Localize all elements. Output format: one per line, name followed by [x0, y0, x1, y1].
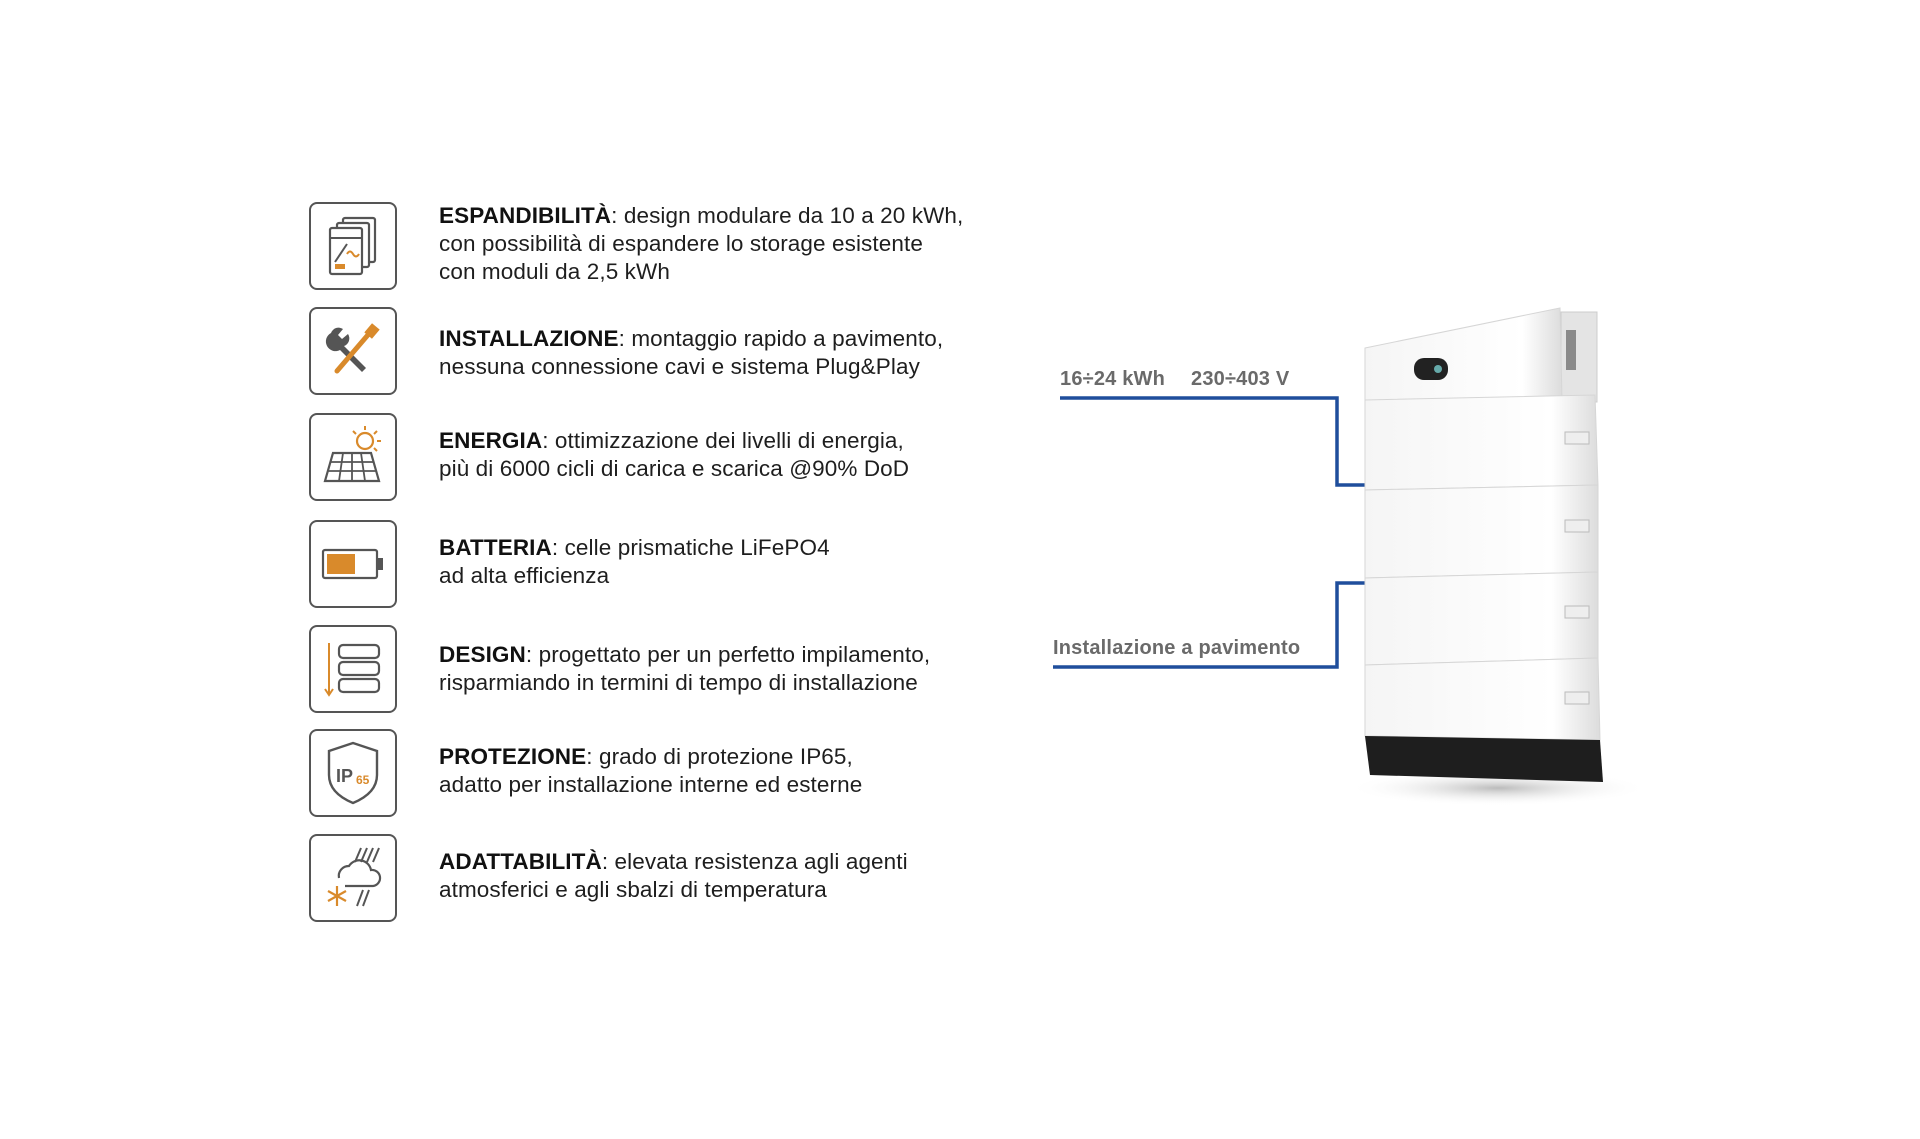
modular-stack-icon: [309, 202, 397, 290]
battery-module: [1365, 395, 1598, 490]
feature-protezione: [309, 729, 1029, 824]
ip65-shield-icon: [309, 729, 397, 817]
feature-text: ad alta efficienza: [439, 563, 610, 588]
ip-rating: 65: [356, 773, 370, 787]
feature-espandibilita: [309, 202, 1029, 297]
feature-title: DESIGN: [439, 642, 526, 667]
feature-text: con moduli da 2,5 kWh: [439, 259, 670, 284]
feature-text: adatto per installazione interne ed esterne: [439, 772, 863, 797]
tools-icon: [309, 307, 397, 395]
feature-title: ENERGIA: [439, 428, 543, 453]
battery-icon: [309, 520, 397, 608]
feature-installazione: [309, 307, 1029, 402]
solar-panel-sun-icon: [309, 413, 397, 501]
feature-text: atmosferici e agli sbalzi di temperatura: [439, 877, 827, 902]
feature-text: : progettato per un perfetto impilamento,: [525, 642, 931, 667]
feature-text: : ottimizzazione dei livelli di energia,: [542, 428, 904, 453]
feature-design: [309, 625, 1029, 720]
feature-energia: [309, 413, 1029, 508]
feature-text: con possibilità di espandere lo storage esistente: [439, 231, 923, 256]
feature-title: ESPANDIBILITÀ: [439, 203, 612, 228]
feature-text: : montaggio rapido a pavimento,: [618, 326, 944, 351]
battery-module: [1365, 572, 1598, 665]
feature-text: nessuna connessione cavi e sistema Plug&Play: [439, 354, 920, 379]
feature-text: : design modulare da 10 a 20 kWh,: [611, 203, 964, 228]
feature-title: ADATTABILITÀ: [439, 849, 602, 874]
stacked-modules-icon: [309, 625, 397, 713]
battery-module: [1365, 658, 1600, 740]
feature-text: : elevata resistenza agli agenti: [601, 849, 908, 874]
installation-label: Installazione a pavimento: [1053, 637, 1301, 659]
feature-text: più di 6000 cicli di carica e scarica @90% DoD: [439, 456, 910, 481]
ip-label: IP: [336, 766, 354, 786]
voltage-label: 230÷403 V: [1191, 368, 1290, 390]
battery-base: [1365, 736, 1603, 782]
feature-text: : grado di protezione IP65,: [586, 744, 853, 769]
battery-stack-image: [1320, 300, 1660, 820]
feature-text: risparmiando in termini di tempo di installazione: [439, 670, 918, 695]
feature-title: PROTEZIONE: [439, 744, 587, 769]
capacity-label: 16÷24 kWh: [1060, 368, 1166, 390]
feature-title: BATTERIA: [439, 535, 552, 560]
feature-adattabilita: [309, 834, 1029, 929]
battery-module: [1365, 485, 1598, 578]
weather-snow-sun-icon: [309, 834, 397, 922]
feature-batteria: [309, 520, 1029, 615]
feature-title: INSTALLAZIONE: [439, 326, 619, 351]
feature-text: : celle prismatiche LiFePO4: [551, 535, 830, 560]
